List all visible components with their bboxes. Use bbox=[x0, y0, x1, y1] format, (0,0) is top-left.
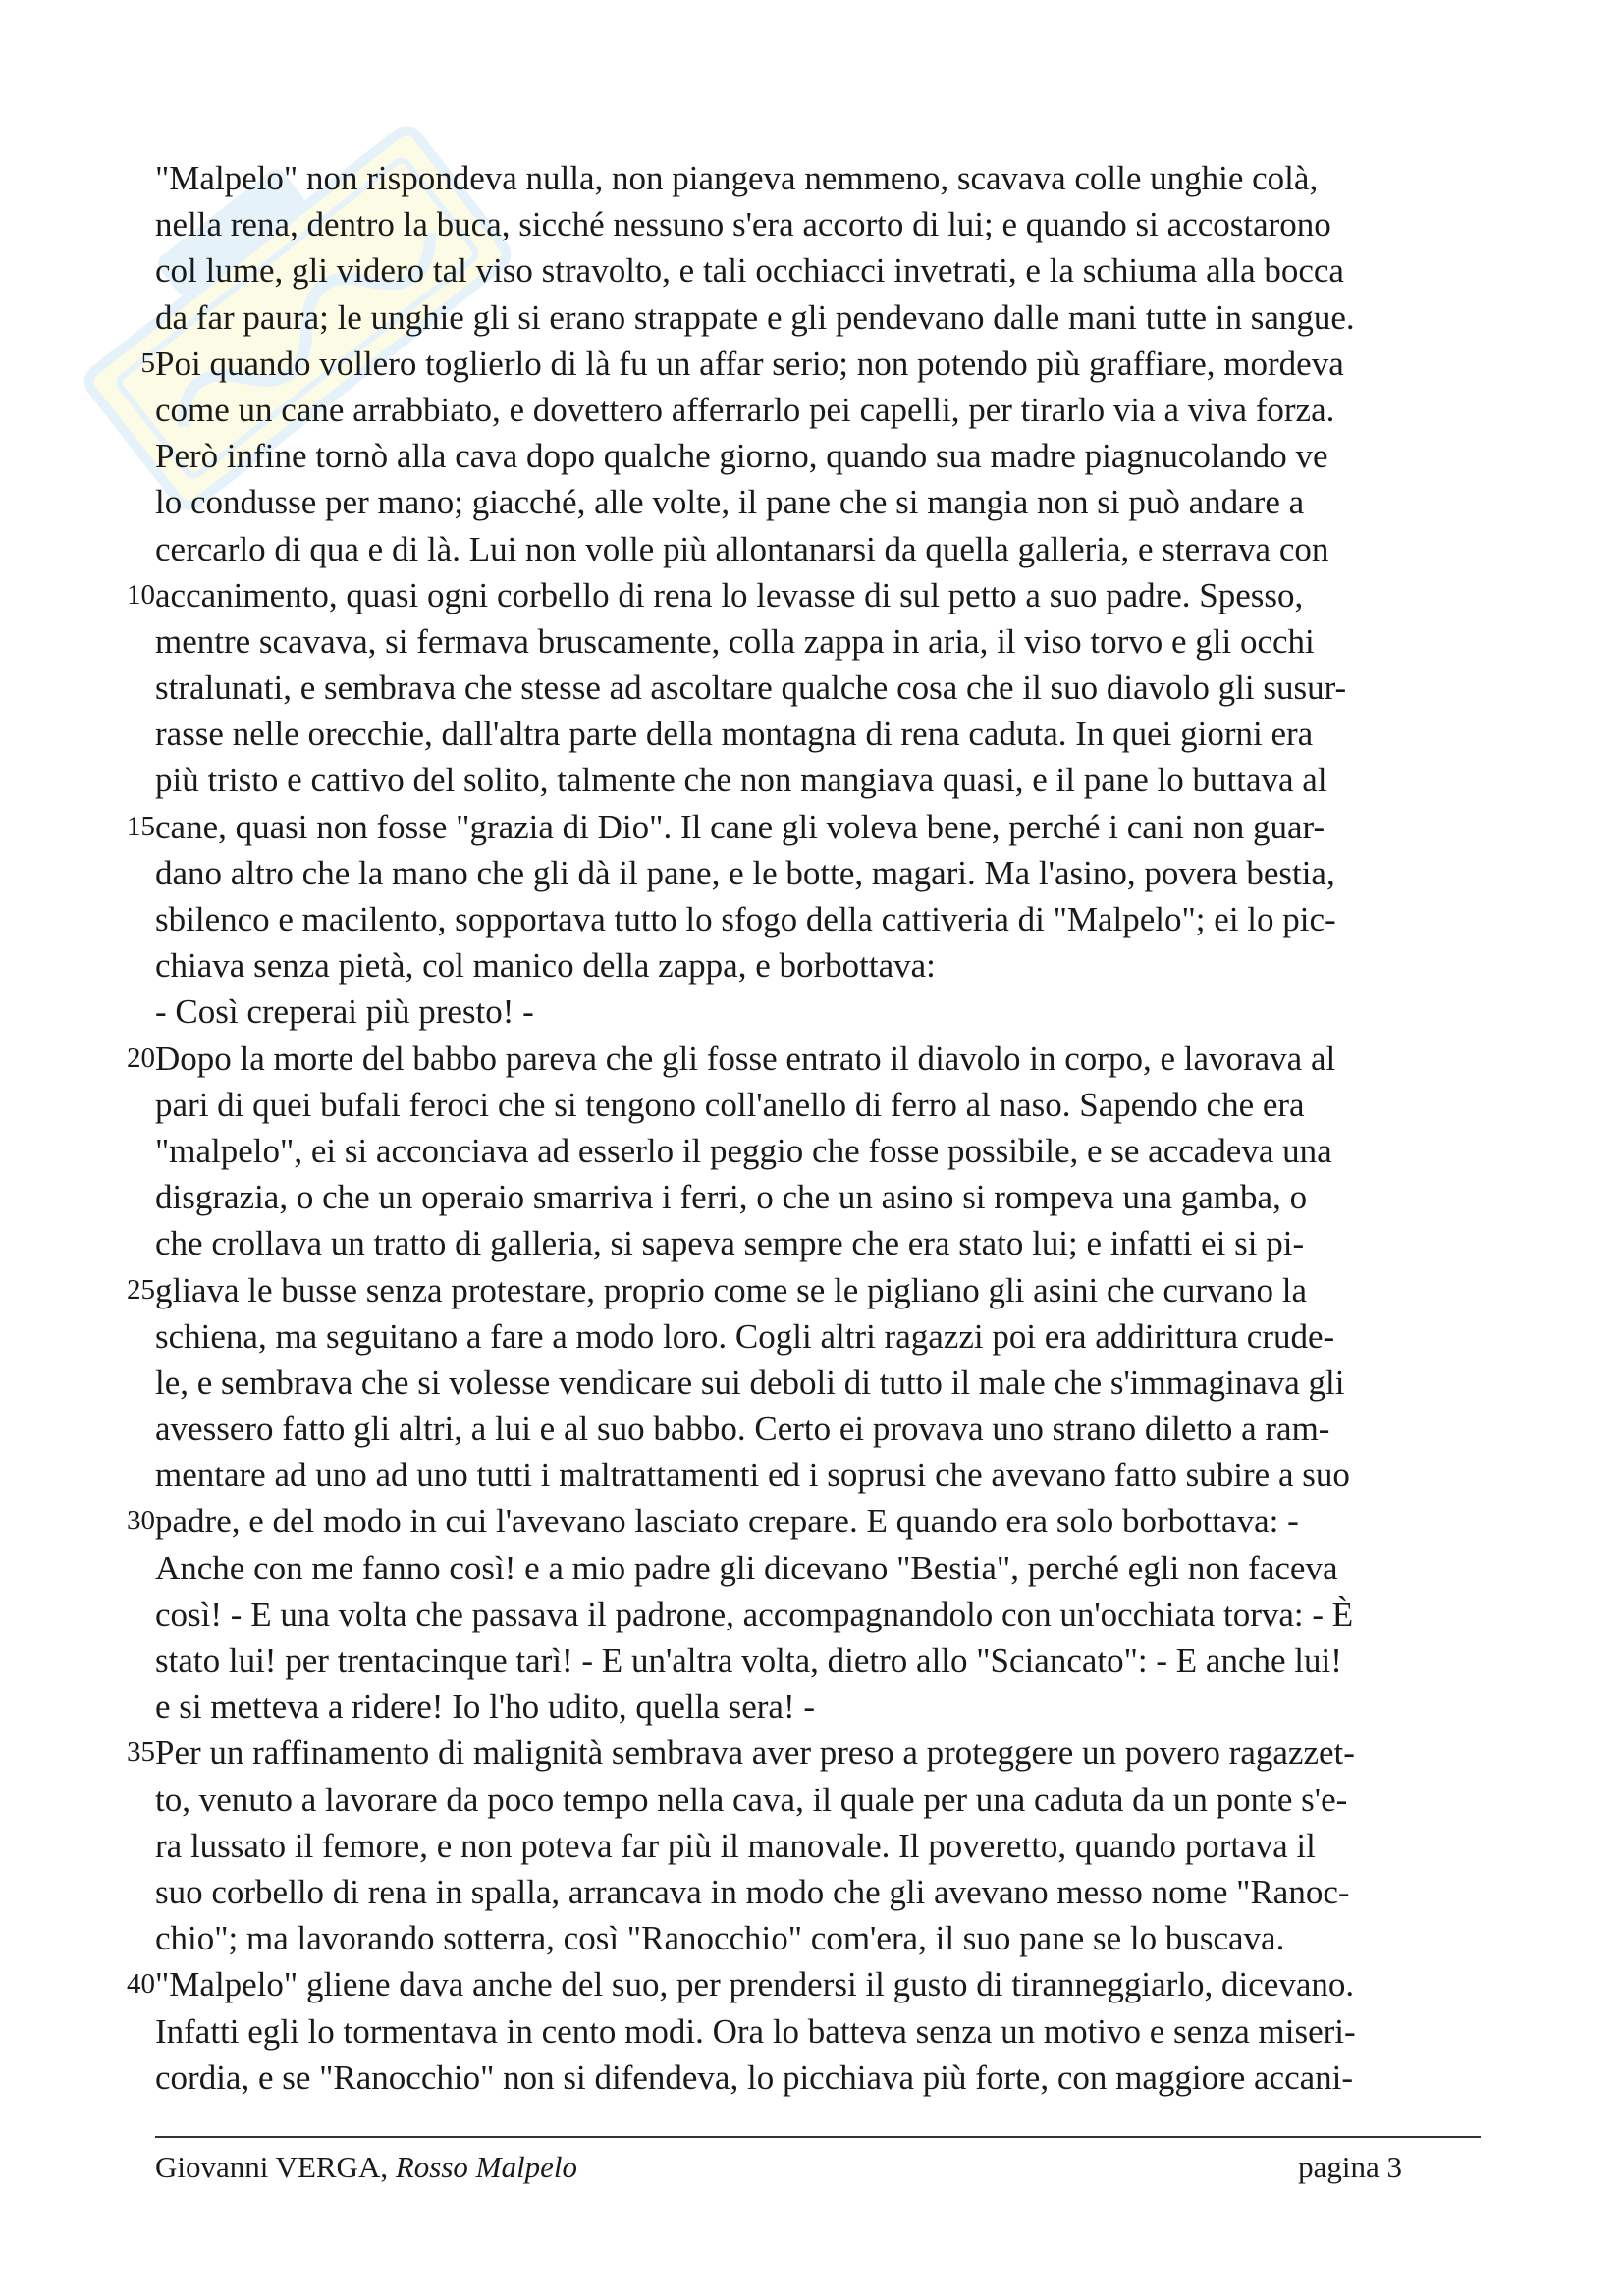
footer-author: Giovanni VERGA, bbox=[155, 2150, 389, 2184]
text-line bbox=[155, 896, 1481, 942]
footer-work-title: Rosso Malpelo bbox=[395, 2150, 577, 2184]
line-number: 10 bbox=[127, 578, 155, 611]
text-line bbox=[155, 757, 1481, 803]
footer-rule bbox=[155, 2136, 1481, 2138]
text-line bbox=[155, 1915, 1481, 1961]
line-text: così! - E una volta che passava il padrone, accompagnandolo con un'occhiata torva: - È bbox=[155, 1594, 1354, 1633]
text-line bbox=[155, 294, 1481, 341]
text-line bbox=[155, 433, 1481, 479]
line-text: cordia, e se "Ranocchio" non si difendeva, lo picchiava più forte, con maggiore accani- bbox=[155, 2057, 1354, 2097]
line-text: col lume, gli videro tal viso stravolto, e tali occhiacci invetrati, e la schiuma alla bocca bbox=[155, 251, 1344, 291]
text-line bbox=[155, 1683, 1481, 1730]
text-line bbox=[155, 247, 1481, 294]
line-text: le, e sembrava che si volesse vendicare sui deboli di tutto il male che s'immaginava gli bbox=[155, 1362, 1345, 1402]
line-number: 15 bbox=[127, 810, 155, 842]
page-footer bbox=[155, 2146, 1402, 2189]
text-line bbox=[127, 1267, 1481, 1313]
text-line bbox=[155, 155, 1481, 201]
text-line bbox=[127, 1498, 1481, 1544]
line-text: gliava le busse senza protestare, proprio come se le pigliano gli asini che curvano la bbox=[155, 1270, 1308, 1309]
text-line bbox=[155, 1174, 1481, 1220]
text-line bbox=[155, 988, 1481, 1035]
line-text: "Malpelo" gliene dava anche del suo, per prendersi il gusto di tiranneggiarlo, dicevano. bbox=[155, 1965, 1355, 2004]
line-text: padre, e del modo in cui l'avevano lasciato crepare. E quando era solo borbottava: - bbox=[155, 1502, 1299, 1541]
text-line bbox=[127, 1961, 1481, 2007]
line-text: Però infine tornò alla cava dopo qualche giorno, quando sua madre piagnucolando ve bbox=[155, 437, 1328, 476]
line-text: pari di quei bufali feroci che si tengono coll'anello di ferro al naso. Sapendo che era bbox=[155, 1085, 1305, 1124]
line-text: nella rena, dentro la buca, sicché nessuno s'era accorto di lui; e quando si accostarono bbox=[155, 205, 1331, 244]
line-text: Dopo la morte del babbo pareva che gli fosse entrato il diavolo in corpo, e lavorava al bbox=[155, 1039, 1336, 1078]
line-text: che crollava un tratto di galleria, si sapeva sempre che era stato lui; e infatti ei si pi- bbox=[155, 1224, 1305, 1263]
line-text: da far paura; le unghie gli si erano strappate e gli pendevano dalle mani tutte in sangue. bbox=[155, 297, 1355, 337]
line-text: sbilenco e macilento, sopportava tutto lo sfogo della cattiveria di "Malpelo"; ei lo pic- bbox=[155, 900, 1336, 938]
text-line bbox=[155, 1452, 1481, 1498]
line-text: Infatti egli lo tormentava in cento modi. Ora lo batteva senza un motivo e senza miseri- bbox=[155, 2011, 1356, 2051]
text-line bbox=[155, 1406, 1481, 1452]
text-line bbox=[155, 1591, 1481, 1637]
text-line bbox=[155, 1869, 1481, 1915]
text-line bbox=[155, 201, 1481, 247]
text-line bbox=[140, 341, 1481, 387]
line-number: 40 bbox=[127, 1968, 155, 2001]
line-text: mentare ad uno ad uno tutti i maltrattamenti ed i soprusi che avevano fatto subire a suo bbox=[155, 1456, 1350, 1495]
text-line bbox=[155, 1823, 1481, 1869]
line-text: Anche con me fanno così! e a mio padre gli dicevano "Bestia", perché egli non faceva bbox=[155, 1548, 1338, 1587]
text-line bbox=[155, 1128, 1481, 1174]
text-line bbox=[155, 850, 1481, 896]
text-line bbox=[155, 1777, 1481, 1823]
text-line bbox=[155, 526, 1481, 572]
text-line bbox=[155, 665, 1481, 711]
body-text bbox=[127, 155, 1481, 2101]
line-text: come un cane arrabbiato, e dovettero afferrarlo pei capelli, per tirarlo via a viva forza. bbox=[155, 390, 1335, 429]
line-text: stralunati, e sembrava che stesse ad ascoltare qualche cosa che il suo diavolo gli susur- bbox=[155, 668, 1347, 708]
page-number: pagina 3 bbox=[1298, 2150, 1402, 2184]
text-line bbox=[155, 711, 1481, 757]
line-text: suo corbello di rena in spalla, arrancava in modo che gli avevano messo nome "Ranoc- bbox=[155, 1872, 1350, 1911]
line-text: Poi quando vollero toglierlo di là fu un affar serio; non potendo più graffiare, mordeva bbox=[155, 344, 1344, 383]
line-text: più tristo e cattivo del solito, talmente che non mangiava quasi, e il pane lo buttava al bbox=[155, 761, 1327, 800]
line-text: lo condusse per mano; giacché, alle volte, il pane che si mangia non si può andare a bbox=[155, 483, 1305, 522]
text-line bbox=[127, 572, 1481, 618]
text-line bbox=[155, 2008, 1481, 2055]
text-line bbox=[155, 1637, 1481, 1683]
line-text: "malpelo", ei si acconciava ad esserlo il peggio che fosse possibile, e se accadeva una bbox=[155, 1131, 1332, 1170]
text-line bbox=[155, 1313, 1481, 1360]
line-text: chiava senza pietà, col manico della zappa, e borbottava: bbox=[155, 946, 936, 986]
text-line bbox=[127, 1036, 1481, 1082]
line-text: chio"; ma lavorando sotterra, così "Ranocchio" com'era, il suo pane se lo buscava. bbox=[155, 1919, 1285, 1958]
line-text: Per un raffinamento di malignità sembrava aver preso a proteggere un povero ragazzet- bbox=[155, 1734, 1355, 1773]
line-text: accanimento, quasi ogni corbello di rena lo levasse di sul petto a suo padre. Spesso, bbox=[155, 575, 1304, 614]
text-line bbox=[155, 1082, 1481, 1128]
line-text: disgrazia, o che un operaio smarriva i ferri, o che un asino si rompeva una gamba, o bbox=[155, 1178, 1308, 1217]
line-text: cane, quasi non fosse "grazia di Dio". Il cane gli voleva bene, perché i cani non guar- bbox=[155, 807, 1325, 846]
line-number: 25 bbox=[127, 1273, 155, 1306]
line-text: "Malpelo" non rispondeva nulla, non piangeva nemmeno, scavava colle unghie colà, bbox=[155, 159, 1319, 197]
text-line bbox=[155, 1220, 1481, 1266]
line-text: cercarlo di qua e di là. Lui non volle più allontanarsi da quella galleria, e sterrava con bbox=[155, 529, 1329, 568]
line-number: 20 bbox=[127, 1041, 155, 1074]
line-text: mentre scavava, si fermava bruscamente, colla zappa in aria, il viso torvo e gli occhi bbox=[155, 621, 1315, 661]
line-text: stato lui! per trentacinque tarì! - E un'altra volta, dietro allo "Sciancato": - E anche lui! bbox=[155, 1641, 1342, 1680]
line-text: ra lussato il femore, e non poteva far più il manovale. Il poveretto, quando portava il bbox=[155, 1826, 1316, 1865]
text-line bbox=[155, 387, 1481, 433]
line-text: to, venuto a lavorare da poco tempo nella cava, il quale per una caduta da un ponte s'e- bbox=[155, 1780, 1348, 1819]
text-line bbox=[127, 804, 1481, 850]
line-number: 5 bbox=[140, 347, 155, 379]
text-line bbox=[155, 2055, 1481, 2101]
text-line bbox=[155, 942, 1481, 988]
text-line bbox=[155, 1360, 1481, 1406]
line-number: 35 bbox=[127, 1736, 155, 1769]
line-text: - Così creperai più presto! - bbox=[155, 992, 534, 1032]
text-line bbox=[155, 479, 1481, 525]
text-line bbox=[127, 1730, 1481, 1776]
text-line bbox=[155, 1545, 1481, 1591]
line-text: avessero fatto gli altri, a lui e al suo babbo. Certo ei provava uno strano diletto a ram- bbox=[155, 1410, 1330, 1449]
text-line bbox=[155, 618, 1481, 665]
line-text: dano altro che la mano che gli dà il pane, e le botte, magari. Ma l'asino, povera bestia, bbox=[155, 853, 1335, 892]
line-number: 30 bbox=[127, 1505, 155, 1537]
line-text: rasse nelle orecchie, dall'altra parte della montagna di rena caduta. In quei giorni era bbox=[155, 715, 1314, 754]
line-text: e si metteva a ridere! Io l'ho udito, quella sera! - bbox=[155, 1687, 816, 1727]
line-text: schiena, ma seguitano a fare a modo loro. Cogli altri ragazzi poi era addirittura crude- bbox=[155, 1316, 1335, 1356]
